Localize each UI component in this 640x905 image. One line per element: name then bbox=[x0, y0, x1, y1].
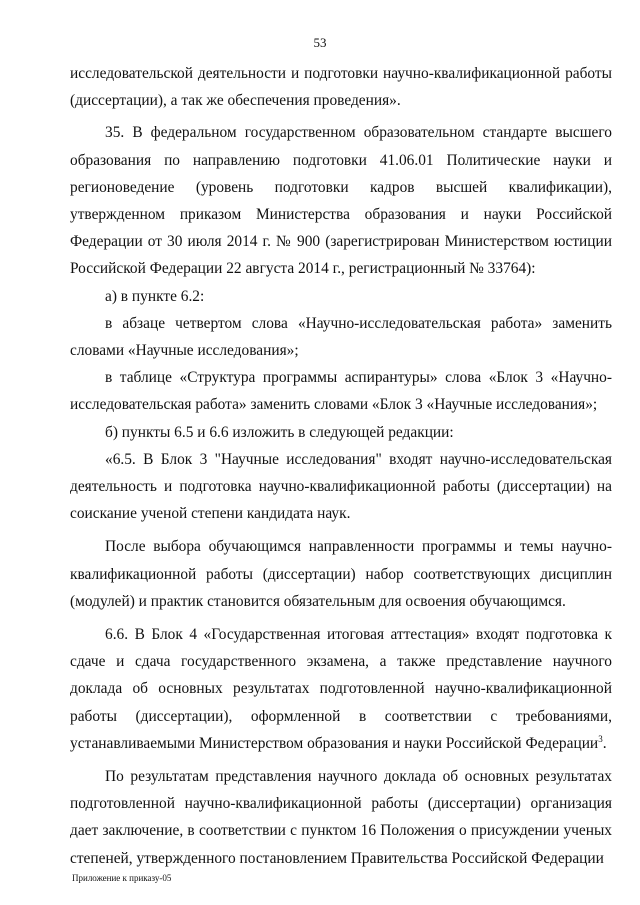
clause-6-6-text: 6.6. В Блок 4 «Государственная итоговая аттестация» входят подготовка к сдаче и сдача государственного экзамена, а также представление научного доклада об основных результатах подготовленной научно-квалификационной работы (диссертации), оформленной в соответствии с требованиями, устанавливаемыми Министерством образования и науки Российской Федерации bbox=[70, 626, 612, 752]
paragraph-clause-6-5: «6.5. В Блок 3 "Научные исследования" входят научно-исследовательская деятельность и подготовка научно-квалификационной работы (диссертации) на соискание ученой степени кандидата наук. bbox=[70, 450, 612, 523]
paragraph-amendment-paragraph-four: в абзаце четвертом слова «Научно-исследовательская работа» заменить словами «Научные исследования»; bbox=[70, 314, 612, 360]
paragraph-subitem-b: б) пункты 6.5 и 6.6 изложить в следующей редакции: bbox=[105, 423, 454, 441]
clause-6-6-period: . bbox=[602, 734, 607, 752]
paragraph-program-direction: После выбора обучающимся направленности программы и темы научно-квалификационной работы (диссертации) набор соответствующих дисциплин (модулей) и практик становится обязательным для освоения обучающимся. bbox=[70, 538, 612, 610]
paragraph-continuation: исследовательской деятельности и подготовки научно-квалификационной работы (диссертации), а так же обеспечения проведения». bbox=[70, 65, 612, 110]
footer-note: Приложение к приказу-05 bbox=[72, 873, 172, 883]
page-number: 53 bbox=[313, 35, 327, 50]
paragraph-amendment-table: в таблице «Структура программы аспирантуры» слова «Блок 3 «Научно-исследовательская работа» заменить словами «Блок 3 «Научные исследования»; bbox=[70, 369, 612, 414]
footnote-reference: 3 bbox=[598, 733, 603, 744]
paragraph-subitem-a: а) в пункте 6.2: bbox=[105, 287, 205, 305]
document-body bbox=[70, 60, 612, 872]
paragraph-clause-6-6 bbox=[70, 621, 612, 757]
paragraph-conclusion: По результатам представления научного доклада об основных результатах подготовленной научно-квалификационной работы (диссертации) организация дает заключение, в соответствии с пунктом 16 Положения о присуждении ученых степеней, утвержденного постановлением Правительства Российской Федерации bbox=[70, 768, 612, 867]
paragraph-item-35: 35. В федеральном государственном образовательном стандарте высшего образования по направлению подготовки 41.06.01 Политические науки и регионоведение (уровень подготовки кадров высшей квалификации), утвержденном приказом Министерства образования и науки Российской Федерации от 30 июля 2014 г. № 900 (зарегистрирован Министерством юстиции Российской Федерации 22 августа 2014 г., регистрационный № 33764): bbox=[70, 124, 612, 278]
